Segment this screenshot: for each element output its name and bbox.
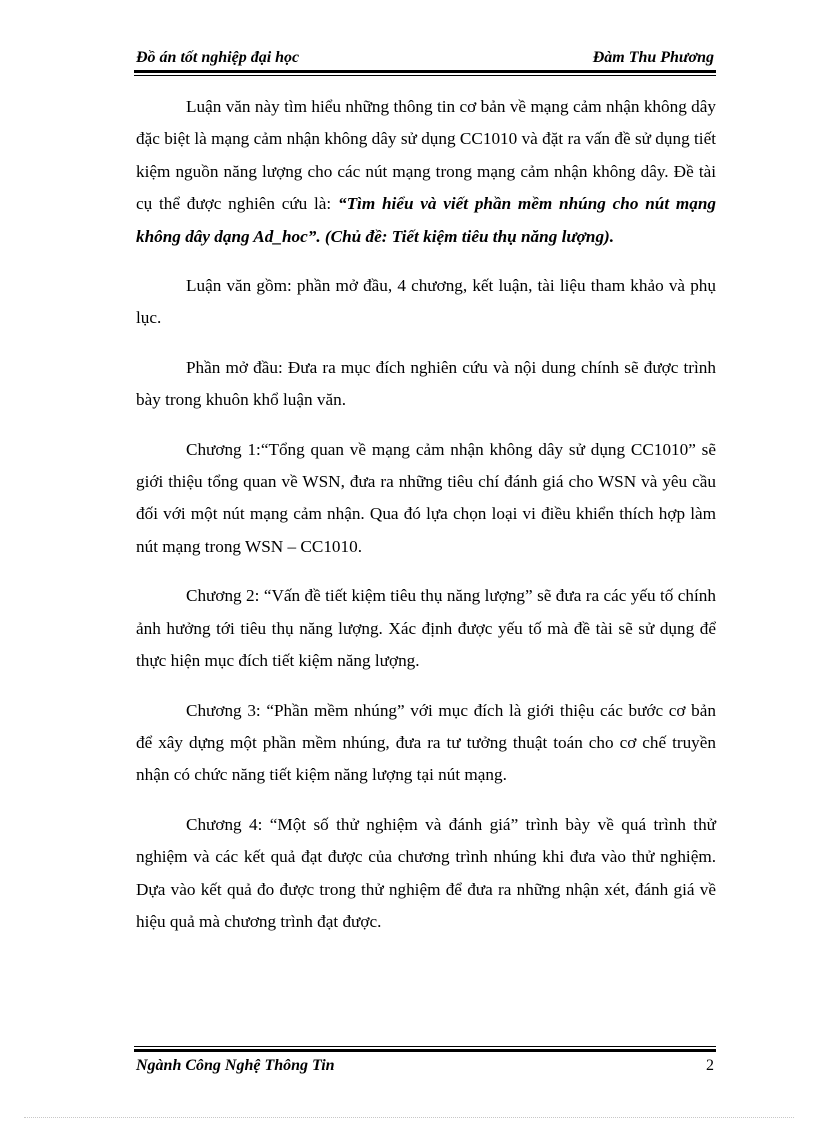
page-edge-divider	[24, 1117, 794, 1119]
thesis-topic: “Tìm hiểu và viết phần mềm nhúng cho nút mạng không dây dạng Ad_hoc”. (Chủ đề: Tiết kiệm tiêu thụ năng lượng).	[136, 194, 716, 246]
header-rule-thick	[134, 70, 716, 73]
header-rule-thin	[134, 75, 716, 76]
paragraph-chapter-4: Chương 4: “Một số thử nghiệm và đánh giá” trình bày về quá trình thử nghiệm và các kết quả đạt được của chương trình nhúng khi đưa vào thử nghiệm. Dựa vào kết quả đo được trong thử nghiệm để đưa ra những nhận xét, đánh giá về hiệu quả mà chương trình đạt được.	[136, 814, 716, 931]
header-author: Đàm Thu Phương	[592, 49, 714, 66]
footer-rule-thick	[134, 1049, 716, 1052]
paragraph-chapter-2: Chương 2: “Vấn đề tiết kiệm tiêu thụ năng lượng” sẽ đưa ra các yếu tố chính ảnh hưởng tới tiêu thụ năng lượng. Xác định được yếu tố mà đề tài sẽ sử dụng để thực hiện mục đích tiết kiệm năng lượng.	[136, 586, 716, 671]
paragraph-chapter-3: Chương 3: “Phần mềm nhúng” với mục đích là giới thiệu các bước cơ bản để xây dựng một phần mềm nhúng, đưa ra tư tưởng thuật toán cho cơ chế truyền nhận có chức năng tiết kiệm năng lượng tại nút mạng.	[136, 700, 716, 785]
page-footer	[134, 1057, 716, 1079]
footer-rule-thin	[134, 1046, 716, 1047]
paragraph-opening: Phần mở đầu: Đưa ra mục đích nghiên cứu và nội dung chính sẽ được trình bày trong khuôn khổ luận văn.	[136, 357, 716, 410]
paragraph-intro	[136, 91, 716, 253]
document-body	[136, 91, 716, 955]
page-number: 2	[706, 1057, 714, 1074]
paragraph-chapter-1: Chương 1:“Tổng quan về mạng cảm nhận không dây sử dụng CC1010” sẽ giới thiệu tổng quan về WSN, đưa ra những tiêu chí đánh giá cho WSN và yêu cầu đối với một nút mạng cảm nhận. Qua đó lựa chọn loại vi điều khiển thích hợp làm nút mạng trong WSN – CC1010.	[136, 439, 716, 556]
page-header	[134, 48, 716, 70]
footer-department: Ngành Công Nghệ Thông Tin	[136, 1057, 335, 1074]
paragraph-structure: Luận văn gồm: phần mở đầu, 4 chương, kết luận, tài liệu tham khảo và phụ lục.	[136, 276, 716, 328]
intro-text: Luận văn này tìm hiểu những thông tin cơ bản về mạng cảm nhận không dây đặc biệt là mạng cảm nhận không dây sử dụng CC1010 và đặt ra vấn đề sử dụng tiết kiệm nguồn năng lượng cho các nút mạng trong mạng cảm nhận không dây. Đề tài cụ thể được nghiên cứu là:	[136, 97, 716, 214]
header-title: Đồ án tốt nghiệp đại học	[136, 49, 300, 66]
